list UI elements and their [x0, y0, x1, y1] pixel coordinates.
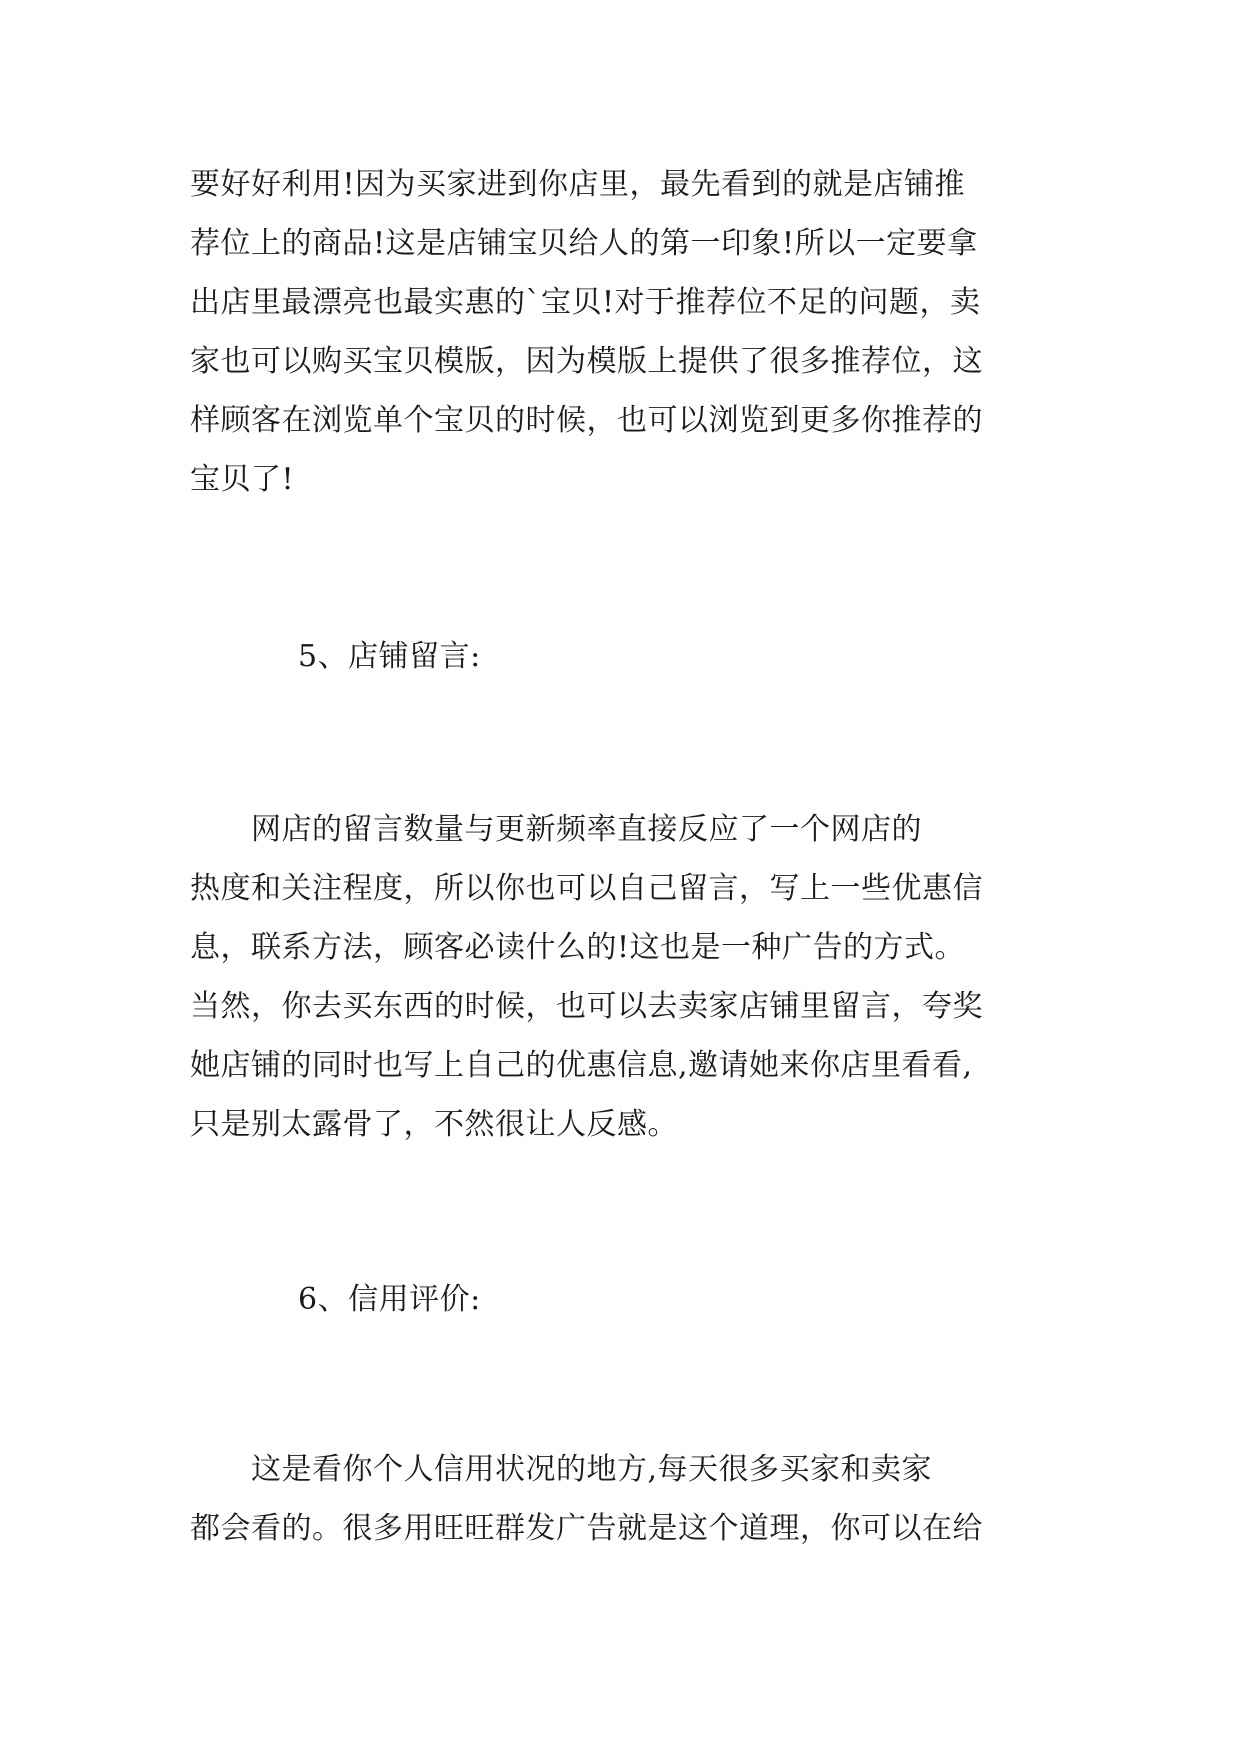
paragraph-line: 只是别太露骨了，不然很让人反感。	[190, 1107, 678, 1142]
paragraph-line: 出店里最漂亮也最实惠的`宝贝!对于推荐位不足的问题，卖	[190, 285, 981, 320]
section-5-paragraph	[190, 800, 1058, 1154]
paragraph-line: 样顾客在浏览单个宝贝的时候，也可以浏览到更多你推荐的	[190, 403, 983, 438]
paragraph-line: 网店的留言数量与更新频率直接反应了一个网店的	[190, 812, 922, 847]
paragraph-line: 这是看你个人信用状况的地方,每天很多买家和卖家	[190, 1452, 933, 1487]
intro-paragraph	[190, 155, 1058, 509]
paragraph-line: 宝贝了!	[190, 462, 295, 497]
section-heading-store-messages: 5、店铺留言:	[298, 639, 481, 674]
paragraph-line: 都会看的。很多用旺旺群发广告就是这个道理，你可以在给	[190, 1511, 983, 1546]
paragraph-line: 荐位上的商品!这是店铺宝贝给人的第一印象!所以一定要拿	[190, 226, 978, 261]
paragraph-line: 家也可以购买宝贝模版，因为模版上提供了很多推荐位，这	[190, 344, 983, 379]
section-6-paragraph	[190, 1440, 1058, 1558]
paragraph-line: 要好好利用!因为买家进到你店里，最先看到的就是店铺推	[190, 167, 966, 202]
paragraph-line: 热度和关注程度，所以你也可以自己留言，写上一些优惠信	[190, 871, 983, 906]
paragraph-line: 她店铺的同时也写上自己的优惠信息,邀请她来你店里看看,	[190, 1048, 973, 1083]
section-heading-credit-rating: 6、信用评价:	[298, 1282, 481, 1317]
paragraph-line: 息，联系方法，顾客必读什么的!这也是一种广告的方式。	[190, 930, 966, 965]
paragraph-line: 当然，你去买东西的时候，也可以去卖家店铺里留言，夸奖	[190, 989, 983, 1024]
